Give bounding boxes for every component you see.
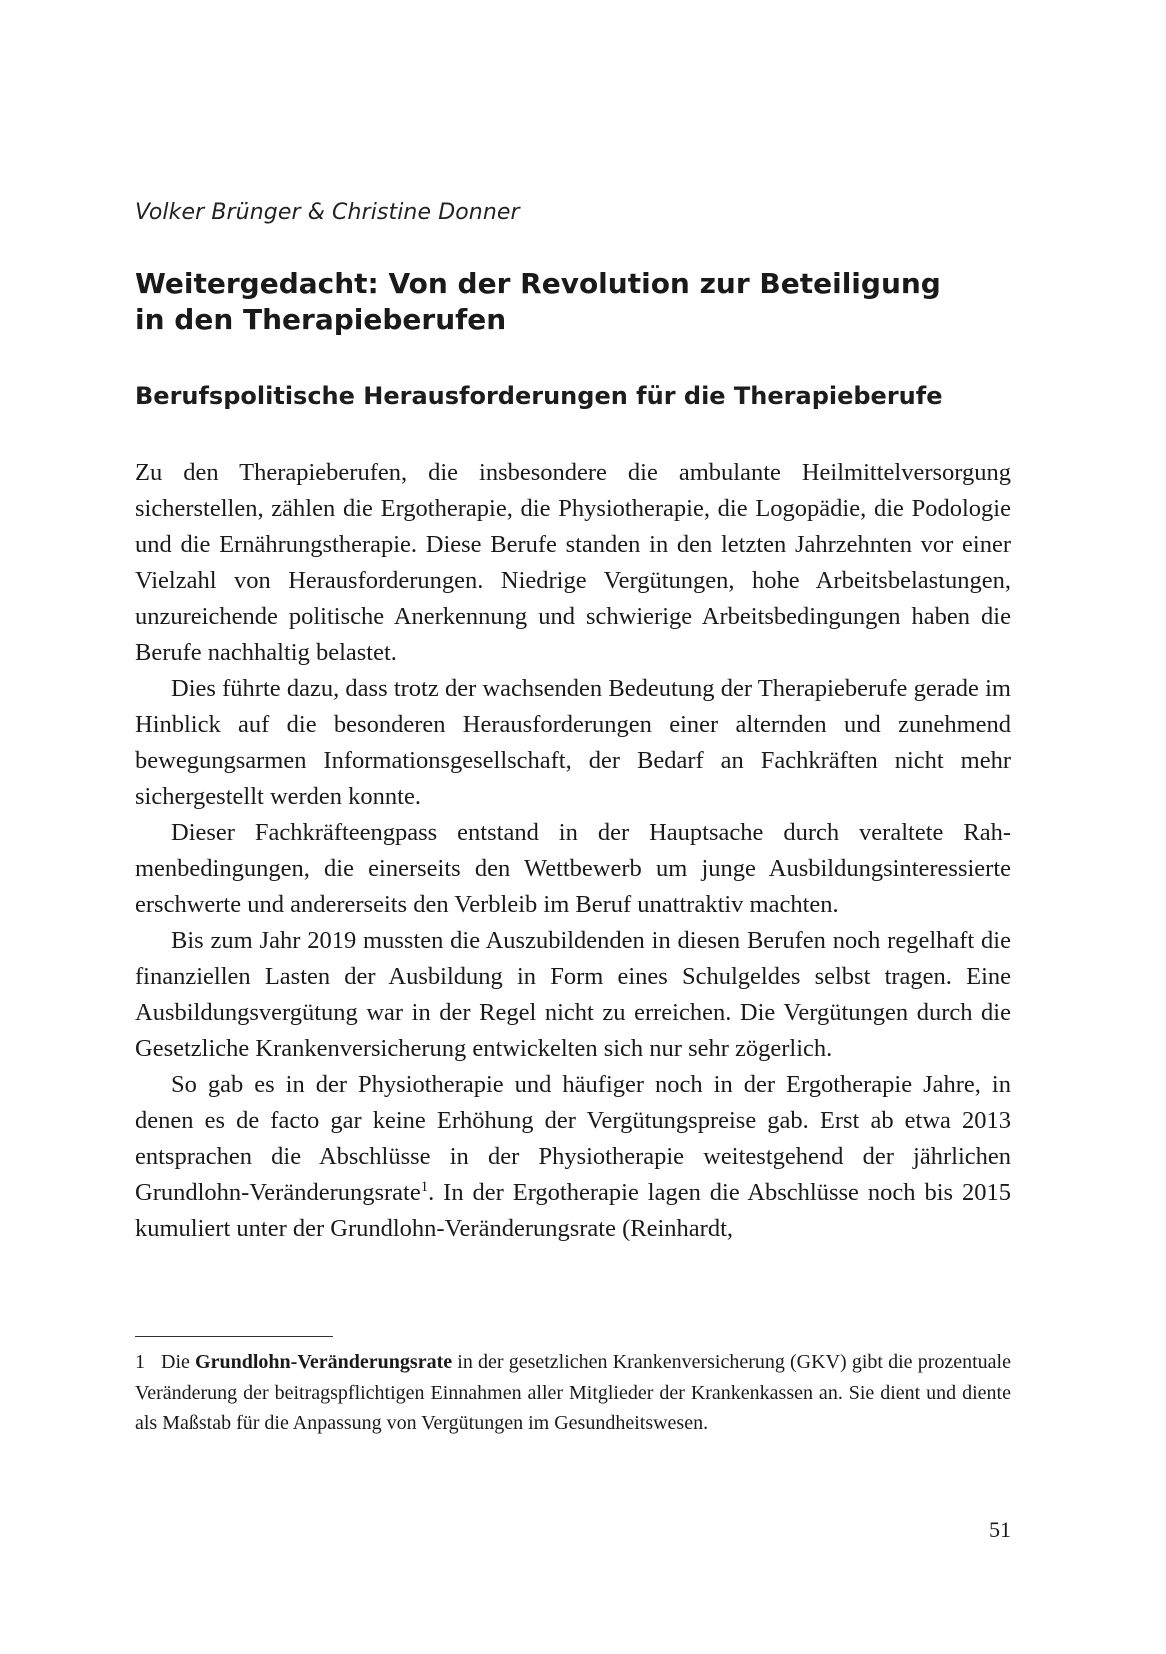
- body-text: [135, 455, 1011, 1247]
- chapter-title: [135, 266, 1035, 338]
- footnote-term: Grundlohn-Veränderungsrate: [195, 1351, 453, 1373]
- footnote-number: 1: [135, 1351, 145, 1373]
- paragraph-2: Dies führte dazu, dass trotz der wachsenden Bedeutung der Therapieberufe gerade im Hinblick auf die besonderen Herausforderungen einer alternden und zunehmend bewegungsarmen Informationsgesellschaft, der Bedarf an Fachkräften nicht mehr sichergestellt werden konnte.: [135, 675, 1011, 810]
- paragraph-5-text-a: So gab es in der Physiotherapie und häufiger noch in der Ergotherapie Jahre, in denen es de facto gar keine Erhöhung der Vergütungspreise gab. Erst ab etwa 2013 entsprachen die Abschlüsse in der Physiotherapie weitestgehend der jährlichen Grundlohn-Veränderungsrate: [135, 1071, 1011, 1206]
- footnote-text-after: in der gesetzlichen Krankenversicherung (GKV) gibt die prozentuale Veränderung der beitragspflichtigen Einnahmen aller Mitglieder der Krankenkassen an. Sie dient und diente als Maßstab für die Anpassung von Vergütungen im Gesundheitswesen.: [135, 1351, 1011, 1434]
- paragraph-1: Zu den Therapieberufen, die insbesondere die ambulante Heilmittelversorgung sicherstellen, zählen die Ergotherapie, die Physiotherapie, die Logopädie, die Podologie und die Ernährungstherapie. Diese Berufe standen in den letzten Jahrzehnten vor einer Vielzahl von Herausforderungen. Niedrige Vergütungen, hohe Arbeitsbelastungen, unzureichende politische Anerkennung und schwierige Arbeitsbedingungen haben die Berufe nachhaltig belastet.: [135, 459, 1011, 666]
- paragraph-4: Bis zum Jahr 2019 mussten die Auszubildenden in diesen Berufen noch regelhaft die finanziellen Lasten der Ausbildung in Form eines Schulgeldes selbst tragen. Eine Ausbildungsvergütung war in der Regel nicht zu erreichen. Die Vergütungen durch die Gesetzliche Krankenversicherung entwickelten sich nur sehr zögerlich.: [135, 927, 1011, 1062]
- paragraph-3: Dieser Fachkräfteengpass entstand in der Hauptsache durch veraltete Rahmenbedingungen, die einerseits den Wettbewerb um junge Ausbildungsinteressierte erschwerte und andererseits den Verbleib im Beruf unattraktiv machten.: [135, 819, 1011, 918]
- chapter-title-line-2: in den Therapieberufen: [135, 303, 507, 336]
- chapter-authors: Volker Brünger & Christine Donner: [135, 200, 520, 225]
- footnote: [135, 1347, 1011, 1439]
- section-heading: Berufspolitische Herausforderungen für die Therapieberufe: [135, 382, 943, 410]
- page-number: 51: [989, 1517, 1011, 1542]
- chapter-title-line-1: Weitergedacht: Von der Revolution zur Beteiligung: [135, 267, 941, 300]
- footnote-reference: 1: [420, 1178, 429, 1195]
- paragraph-5-text-b: . In der Ergotherapie lagen die Abschlüsse noch bis 2015 kumuliert unter der Grundlohn-Veränderungsrate (Reinhardt,: [135, 1179, 1011, 1242]
- footnote-separator: [135, 1336, 333, 1337]
- footnote-text-before: Die: [161, 1351, 196, 1373]
- paragraph-5: [135, 1067, 1011, 1247]
